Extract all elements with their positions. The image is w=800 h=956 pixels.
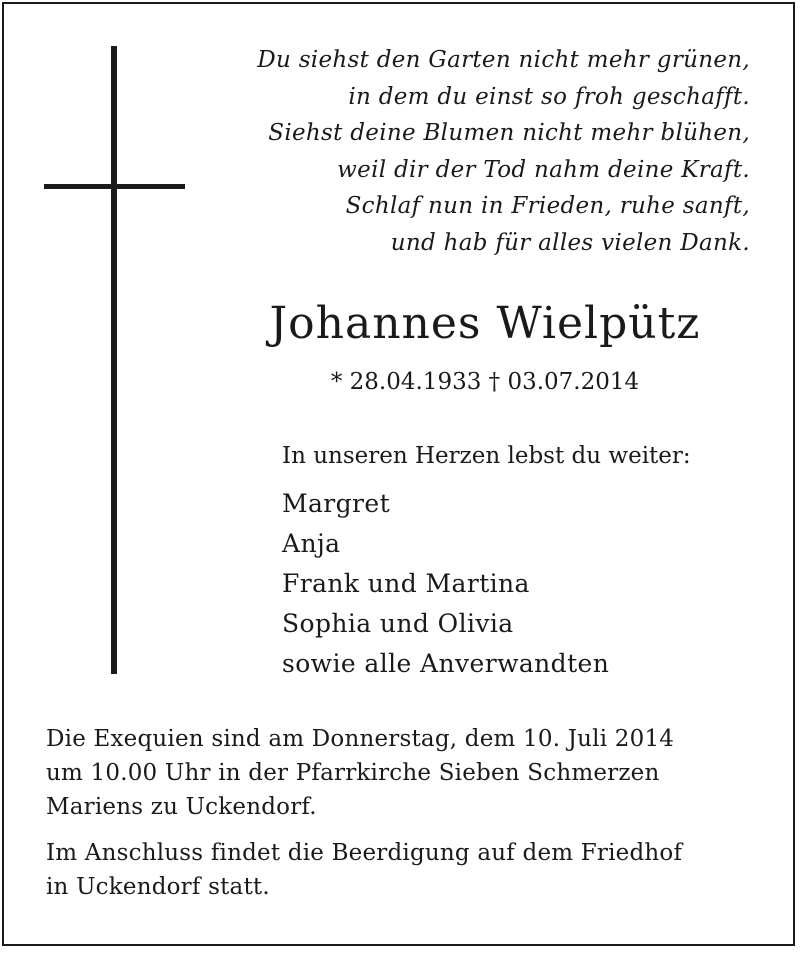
burial-line: in Uckendorf statt. xyxy=(46,874,270,900)
memorial-poem xyxy=(257,42,750,262)
cross-horizontal-beam xyxy=(44,184,185,189)
poem-line: weil dir der Tod nahm deine Kraft. xyxy=(337,156,750,183)
poem-line: Schlaf nun in Frieden, ruhe sanft, xyxy=(345,193,750,220)
cross-vertical-beam xyxy=(111,46,117,674)
burial-line: Im Anschluss findet die Beerdigung auf dem Friedhof xyxy=(46,840,683,866)
mourner-name: Anja xyxy=(282,529,341,558)
service-line: um 10.00 Uhr in der Pfarrkirche Sieben Schmerzen xyxy=(46,760,660,786)
service-line: Die Exequien sind am Donnerstag, dem 10. Juli 2014 xyxy=(46,726,675,752)
deceased-name: Johannes Wielpütz xyxy=(269,298,701,349)
service-details xyxy=(46,722,674,824)
burial-details xyxy=(46,836,682,904)
mourner-name: Margret xyxy=(282,489,391,518)
poem-line: Du siehst den Garten nicht mehr grünen, xyxy=(257,47,750,73)
poem-line: Siehst deine Blumen nicht mehr blühen, xyxy=(268,120,750,147)
mourner-name: sowie alle Anverwandten xyxy=(282,649,610,678)
mourner-name: Sophia und Olivia xyxy=(282,609,514,638)
poem-line: in dem du einst so froh geschafft. xyxy=(348,83,750,110)
mourners-list xyxy=(282,484,609,684)
life-dates: * 28.04.1933 † 03.07.2014 xyxy=(330,369,640,395)
mourners-intro: In unseren Herzen lebst du weiter: xyxy=(282,443,691,469)
mourner-name: Frank und Martina xyxy=(282,569,530,598)
poem-line: und hab für alles vielen Dank. xyxy=(390,229,750,256)
service-line: Mariens zu Uckendorf. xyxy=(46,794,317,820)
